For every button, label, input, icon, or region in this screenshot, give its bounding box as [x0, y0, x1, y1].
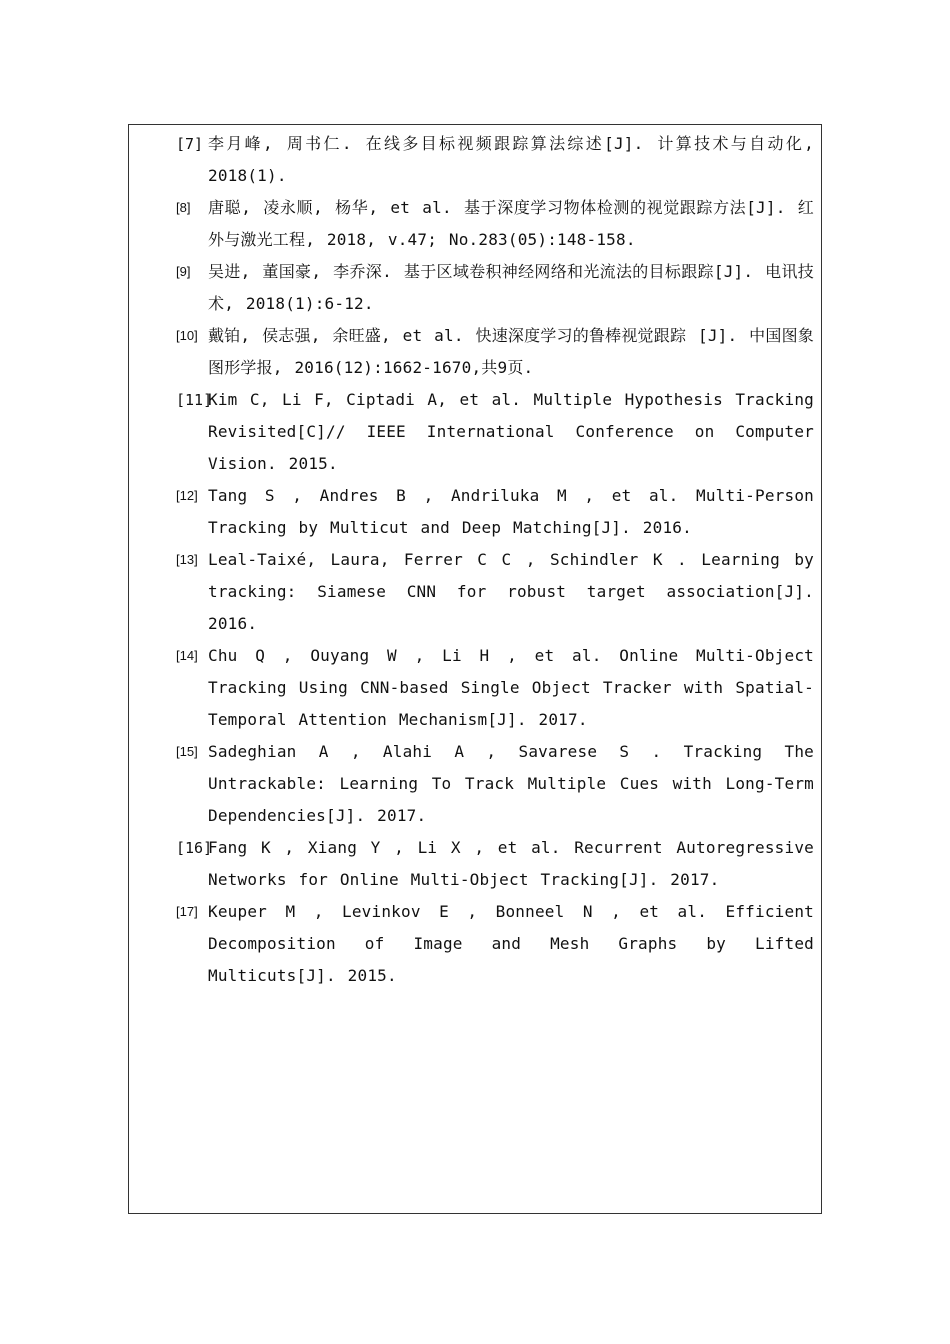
- reference-text: 吴进, 董国豪, 李乔深. 基于区域卷积神经网络和光流法的目标跟踪[J]. 电讯技术, 2018(1):6-12.: [208, 262, 814, 313]
- reference-item: [176, 128, 814, 192]
- reference-number: [7]: [176, 135, 204, 153]
- reference-item: [176, 544, 814, 640]
- reference-number: [17]: [176, 904, 198, 919]
- reference-number: [13]: [176, 552, 198, 567]
- reference-text: 戴铂, 侯志强, 余旺盛, et al. 快速深度学习的鲁棒视觉跟踪 [J]. 中国图象图形学报, 2016(12):1662-1670,共9页.: [208, 326, 814, 377]
- reference-text: 李月峰, 周书仁. 在线多目标视频跟踪算法综述[J]. 计算技术与自动化, 2018(1).: [208, 134, 814, 185]
- reference-number: [8]: [176, 200, 191, 215]
- reference-item: [176, 832, 814, 896]
- reference-number: [10]: [176, 328, 198, 343]
- reference-text: Tang S , Andres B , Andriluka M , et al. Multi-Person Tracking by Multicut and Deep Matching[J]. 2016.: [208, 486, 814, 537]
- reference-item: [176, 384, 814, 480]
- reference-item: [176, 320, 814, 384]
- reference-item: [176, 896, 814, 992]
- reference-number: [9]: [176, 264, 191, 279]
- reference-text: Keuper M , Levinkov E , Bonneel N , et al. Efficient Decomposition of Image and Mesh Graphs by Lifted Multicuts[J]. 2015.: [208, 902, 814, 985]
- reference-text: Fang K , Xiang Y , Li X , et al. Recurrent Autoregressive Networks for Online Multi-Object Tracking[J]. 2017.: [208, 838, 814, 889]
- reference-text: Kim C, Li F, Ciptadi A, et al. Multiple Hypothesis Tracking Revisited[C]// IEEE International Conference on Computer Vision. 2015.: [208, 390, 814, 473]
- reference-number: [12]: [176, 488, 198, 503]
- reference-list: [176, 128, 814, 992]
- reference-number: [16]: [176, 839, 213, 857]
- reference-number: [11]: [176, 391, 213, 409]
- reference-item: [176, 192, 814, 256]
- reference-number: [14]: [176, 648, 198, 663]
- reference-text: Leal-Taixé, Laura, Ferrer C C , Schindler K . Learning by tracking: Siamese CNN for robust target association[J]. 2016.: [208, 550, 814, 633]
- reference-item: [176, 640, 814, 736]
- reference-number: [15]: [176, 744, 198, 759]
- reference-text: Chu Q , Ouyang W , Li H , et al. Online Multi-Object Tracking Using CNN-based Single Object Tracker with Spatial-Temporal Attention Mechanism[J]. 2017.: [208, 646, 814, 729]
- reference-item: [176, 480, 814, 544]
- reference-text: Sadeghian A , Alahi A , Savarese S . Tracking The Untrackable: Learning To Track Multiple Cues with Long-Term Dependencies[J]. 2017.: [208, 742, 814, 825]
- reference-item: [176, 256, 814, 320]
- reference-item: [176, 736, 814, 832]
- reference-text: 唐聪, 凌永顺, 杨华, et al. 基于深度学习物体检测的视觉跟踪方法[J]. 红外与激光工程, 2018, v.47; No.283(05):148-158.: [208, 198, 814, 249]
